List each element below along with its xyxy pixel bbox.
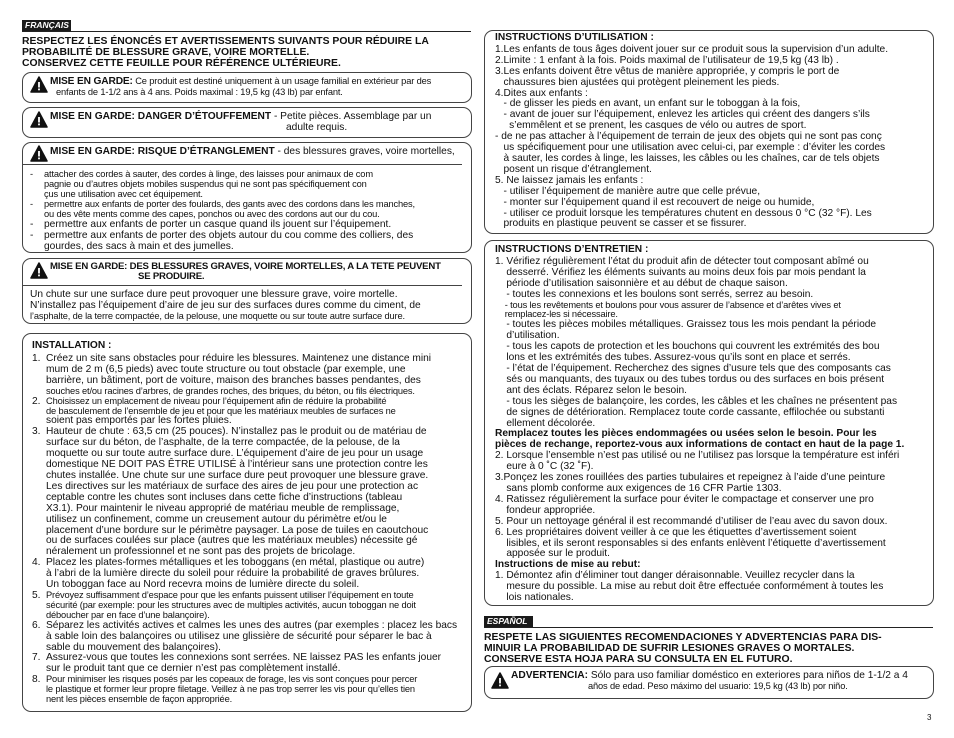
warning-text: - des blessures graves, voire mortelles, [274,146,455,157]
item-line: sable du mouvement des balançoires). [46,641,221,653]
intro-line: CONSERVE ESTA HOJA PARA SU CONSULTA EN EL FUTURO. [484,653,793,665]
item-number: 3. [32,426,41,438]
text-line: 5. Pour un nettoyage général il est recommandé d’utiliser de l’eau avec du savon doux. [495,515,888,527]
warning-icon [30,262,48,279]
item-line: à l’abri de la lumière directe du soleil pour réduire la probabilité de graves brûlures. [46,568,420,580]
text-line: us spécifiquement pour une utilisation avec celui-ci, par exemple : d’éviter les cordes [495,142,886,154]
text-line: - tous les revêtements et boulons pour vous assurer de l’absence et d’arêtes vives et [495,299,841,310]
item-line: Choisissez un emplacement de niveau pour l’équipement afin de réduire la probabilité [46,395,387,406]
item-line: chutes installée. Une chute sur une surface dure peut provoquer une blessure grave. [46,469,429,481]
advertencia-text [511,671,931,693]
installation-section [32,341,468,705]
page-number: 3 [927,713,932,722]
intro-line: PROBABILITÉ DE BLESSURE GRAVE, VOIRE MORTELLE. [22,46,310,58]
item-line: Séparez les activités actives et calmes les unes des autres (par exemples : placez les bacs [46,619,458,631]
list-item [32,653,468,675]
warning-label: MISE EN GARDE: [50,76,133,87]
item-line: sécurité (par exemple: pour les structures avec de multiples activités, aucun toboggan ne doit [46,599,416,610]
item-line: X3.1). Pour maintenir le niveau approprié de matériau meuble de remplissage, [46,502,400,514]
warning-label: ADVERTENCIA: [511,670,588,681]
item-line: Hauteur de chute : 63,5 cm (25 pouces). N’installez pas le produit ou de matériau de [46,426,427,438]
text-line: 3.Les enfants doivent être vêtus de manière appropriée, y compris le port de [495,65,840,77]
item-line: Assurez-vous que toutes les connexions sont serrées. NE laissez PAS les enfants jouer [46,652,442,664]
text-line: 3.Ponçez les zones rouillées des parties tubulaires et repeignez à l’aide d’une peinture [495,472,886,484]
divider [22,285,462,286]
item-line: Les directives sur les matériaux de surface des aires de jeu pour une protection ac [46,480,419,492]
text-line: 1. Démontez afin d’éliminer tout danger déraisonnable. Veuillez recycler dans la [495,570,855,582]
section-heading: INSTRUCTIONS D’UTILISATION : [495,32,654,43]
text-line: - de glisser les pieds en avant, un enfant sur le toboggan à la fois, [495,98,801,110]
text-line: - de ne pas attacher à l’équipement de terrain de jeux des objets qui ne sont pas conç [495,131,882,143]
text-line: 2. Lorsque l’ensemble n’est pas utilisé ou ne l’utilisez pas lorsque la température est inféri [495,450,900,462]
maintenance-list [495,257,931,430]
item-line: Placez les plates-formes métalliques et les toboggans (en métal, plastique ou autre) [46,557,425,569]
item-line: mum de 2 m (6,5 pieds) avec toute structure ou tout obstacle (par exemple, une [46,363,406,375]
warning-text: Sólo para uso familiar doméstico en exteriores para niños de 1-1/2 a 4 [587,670,908,681]
warning-icon [30,145,48,162]
text-line: apposée sur le produit. [495,548,610,560]
text-line: - monter sur l’équipement quand il est recouvert de neige ou humide, [495,196,815,208]
item-line: nent les pièces ensemble de façon appropriée. [46,694,233,705]
usage-instructions [495,33,931,230]
item-number: 5. [32,589,41,601]
text-line: s’emmêlent et se prenent, les casques de vélo ou autres de sport. [495,120,807,132]
text-line: lisibles, et ils seront responsables si des enfants enlèvent l’étiquette d’avertissement [495,537,886,549]
maintenance-instructions [495,245,931,604]
item-line: moquette ou sur toute autre surface dure. L’équipement d’aire de jeu pour un usage [46,448,424,460]
text-line: - utiliser ce produit lorsque les températures chutent en dessous 0 °C (32 °F). Les [495,207,872,219]
text-line: d’utilisation. [495,330,560,342]
intro-francais [22,37,482,70]
item-line: surface sur du béton, de l’asphalte, de la terre compactée, de la pelouse, de la [46,437,400,449]
text-line: lons et les extrémités des tubes. Assurez-vous qu’ils sont en place et serrés. [495,352,851,364]
warning-usage-text [50,77,470,98]
warning-text: Ce produit est destiné uniquement à un usage familial en extérieur par des [132,76,432,86]
text-line: - tous les capots de protection et les bouchons qui couvrent les extrémités des bou [495,341,880,353]
disposal-heading: Instructions de mise au rebut: [495,559,641,571]
section-heading: INSTALLATION : [32,340,112,351]
list-item [32,621,468,654]
divider [22,164,462,165]
item-line: à sable loin des balançoires ou utilisez une glissière de sécurité pour séparer le bac à [46,630,432,642]
warning-text: enfants de 1-1/2 ans à 4 ans. Poids maximal : 19,5 kg (43 lb) par enfant. [56,86,343,97]
item-line: sur le produit tant que ce dernier n’est pas complètement installé. [46,663,341,675]
maintenance-list-2 [495,451,931,560]
item-line: Créez un site sans obstacles pour réduire les blessures. Maintenez une distance mini [46,352,432,364]
text-line: 1. Vérifiez régulièrement l’état du produit afin de détecter tout composant abîmé ou [495,255,869,267]
strangulation-list [30,170,470,252]
section-heading: INSTRUCTIONS D’ENTRETIEN : [495,244,649,255]
text-line: eure à 0 ˚C (32 ˚F). [495,461,594,473]
item-line: de basculement de l’ensemble de jeu et pour que les matériaux meubles de surfaces ne [46,405,396,416]
text-line: ant des éclats. Réparez selon le besoin. [495,384,687,396]
body-line: N’installez pas l’équipement d’aire de jeu sur des surfaces dures comme du ciment, de [30,299,421,311]
list-item [32,558,468,591]
intro-line: RESPETE LAS SIGUIENTES RECOMENDACIONES Y ADVERTENCIAS PARA DIS- [484,632,882,643]
list-item [32,397,468,428]
text-line: - toutes les connexions et les boulons sont serrés, serrez au besoin. [495,288,814,300]
warning-text: años de edad. Peso máximo del usuario: 19,5 kg (43 lb) por niño. [588,680,848,691]
list-item: - attacher des cordes à sauter, des cordes à linge, des laisses pour animaux de com pagnie ou d’autres objets mobiles suspendus qui ne sont pas spécifiquement con çus une utilisation avec cet équipement. [30,169,373,199]
item-line: ceptable contre les chutes sont incluses dans cette fiche d’instructions (tableau [46,491,403,503]
intro-line: RESPECTEZ LES ÉNONCÉS ET AVERTISSEMENTS SUIVANTS POUR RÉDUIRE LA [22,36,429,47]
text-line: 2.Limite : 1 enfant à la fois. Poids maximal de l’utilisateur de 19,5 kg (43 lb) . [495,54,839,66]
text-line: ellement décolorée. [495,417,596,429]
item-line: barrière, un bâtiment, port de voiture, maison des branches basses pendantes, des [46,374,421,386]
text-line: lois nationales. [495,592,574,604]
text-line: sés ou manquants, des tuyaux ou des tubes tordus ou des surfaces en bois présent [495,373,885,385]
warning-head-body [30,290,470,322]
warning-choking-text [50,112,470,134]
text-line: - toutes les pièces mobiles métalliques. Graissez tous les mois pendant la période [495,319,877,331]
item-number: 2. [32,395,41,407]
warning-icon [30,111,48,128]
warning-icon [30,76,48,93]
item-line: souches et/ou racines d’arbres, de grandes roches, des briques, du béton, ou fils électriques. [46,385,415,396]
warning-label: MISE EN GARDE: DES BLESSURES GRAVES, VOIRE MORTELLES, A LA TETE PEUVENT [50,261,441,272]
intro-line: MINUIR LA PROBABILIDAD DE SUFRIR LESIONES GRAVES O MORTALES. [484,642,855,654]
item-line: utilisez un confinement, comme un creusement autour du périmètre et/ou le [46,513,387,525]
text-line: desserré. Vérifiez les éléments suivants au moins deux fois par mois pendant la [495,266,866,278]
text-line: 4. Ratissez régulièrement la surface pour éviter le compactage et conserver une pro [495,493,874,505]
item-number: 7. [32,652,41,664]
warning-icon [491,672,509,689]
list-item: - permettre aux enfants de porter un casque quand ils jouent sur l’équipement. [30,218,392,230]
text-line: pièces de rechange, reportez-vous aux informations de contact en haut de la page 1. [495,439,905,451]
intro-line: CONSERVEZ CETTE FEUILLE POUR RÉFÉRENCE ULTÉRIEURE. [22,57,341,69]
text-line: de signes de détérioration. Remplacez toute corde cassante, effilochée ou substanti [495,406,885,418]
item-line: ou de surfaces coulées sur place (autres que les matériaux meubles) nécessite gé [46,535,418,547]
list-item: - permettre aux enfants de porter des objets autour du cou comme des colliers, des gourdes, des sacs à main et des jumelles. [30,229,414,252]
item-number: 6. [32,619,41,631]
text-line: mesure du possible. La mise au rebut doit être effectuée conformément à toutes les [495,581,884,593]
text-line: période d’utilisation saisonnière et au début de chaque saison. [495,277,788,289]
text-line: remplacez-les si nécessaire. [495,309,618,320]
warning-text: adulte requis. [286,121,348,133]
text-line: Remplacez toutes les pièces endommagées ou usées selon le besoin. Pour les [495,428,877,440]
language-tab-francais: FRANÇAIS [22,20,71,31]
warning-label: MISE EN GARDE: DANGER D’ÉTOUFFEMENT [50,111,272,122]
text-line: - tous les sièges de balançoire, les cordes, les câbles et les chaînes ne présentent pas [495,395,898,407]
text-line: 4.Dites aux enfants : [495,87,588,99]
text-line: produits en plastique peuvent se casser et se fissurer. [495,218,747,230]
text-line: à sauter, les cordes à linge, les laisses, les câbles ou les chaînes, car de tels objets [495,152,880,164]
item-line: Pour minimiser les risques posés par les copeaux de forage, les vis sont conçues pour percer [46,674,418,685]
language-tab-espanol: ESPAÑOL [484,616,533,627]
list-item [32,427,468,558]
text-line: 5. Ne laissez jamais les enfants : [495,174,644,186]
text-line: 1.Les enfants de tous âges doivent jouer sur ce produit sous la supervision d’un adulte. [495,43,889,55]
text-line: - utiliser l’équipement de manière autre que celle prévue, [495,185,761,197]
section-rule [484,627,933,628]
item-line: néralement un professionnel et ne sont pas des projets de bricolage. [46,546,356,558]
warning-head-title [50,262,470,283]
text-line: sans plomb conforme aux exigences de 16 CFR Partie 1303. [495,483,782,494]
item-line: soient pas emportés par les fortes pluies. [46,415,232,427]
disposal-list [495,571,931,604]
body-line: l’asphalte, de la terre compactée, de la pelouse, une moquette ou sur toute autre surface dure. [30,310,405,321]
list-item [32,354,468,397]
item-line: domestique NE DOIT PAS ÊTRE UTILISÉ à l’intérieur sans une protection contre les [46,459,428,471]
text-line: chaussures bien ajustées qui protègent pleinement les pieds. [495,76,780,88]
item-line: Prévoyez suffisamment d’espace pour que les enfants puissent utiliser l’équipement en toute [46,589,414,600]
warning-strangulation-title [50,147,470,158]
text-line: - l’état de l’équipement. Recherchez des signes d’usure tels que des composants cas [495,363,891,375]
list-item [32,591,468,621]
body-line: Un chute sur une surface dure peut provoquer une blessure grave, voire mortelle. [30,289,398,300]
replacement-parts-note [495,429,931,451]
item-number: 1. [32,352,41,364]
intro-espanol [484,633,944,666]
item-line: déboucher par en face d’une balançoire). [46,609,210,620]
usage-list [495,45,931,230]
text-line: fondeur appropriée. [495,504,596,516]
item-number: 4. [32,557,41,569]
warning-label: MISE EN GARDE: RISQUE D’ÉTRANGLEMENT [50,146,275,157]
item-line: Un toboggan face au Nord recevra moins de lumière directe du soleil. [46,579,360,591]
warning-text: - Petite pièces. Assemblage par un [271,111,432,122]
text-line: posent un risque d’étranglement. [495,163,652,175]
section-rule [22,31,471,32]
list-item: - permettre aux enfants de porter des foulards, des gants avec des cordons dans les manches, ou des vête ments comme des capes, ponchos ou avec des cordons aut our du cou. [30,198,415,219]
installation-list [32,354,468,705]
text-line: 6. Les propriétaires doivent veiller à ce que les étiquettes d’avertissement soient [495,526,857,538]
text-line: - avant de jouer sur l’équipement, enlevez les articles qui créent des dangers s’ils [495,109,870,121]
item-number: 8. [32,674,41,686]
list-item [32,675,468,705]
item-line: placement d’une bordure sur le périmètre paysager. La pose de tuiles en caoutchouc [46,524,429,536]
warning-label: SE PRODUIRE. [138,271,205,283]
item-line: le plastique et former leur propre filetage. Veillez à ne pas trop serrer les vis pour qu’elles tien [46,684,415,695]
